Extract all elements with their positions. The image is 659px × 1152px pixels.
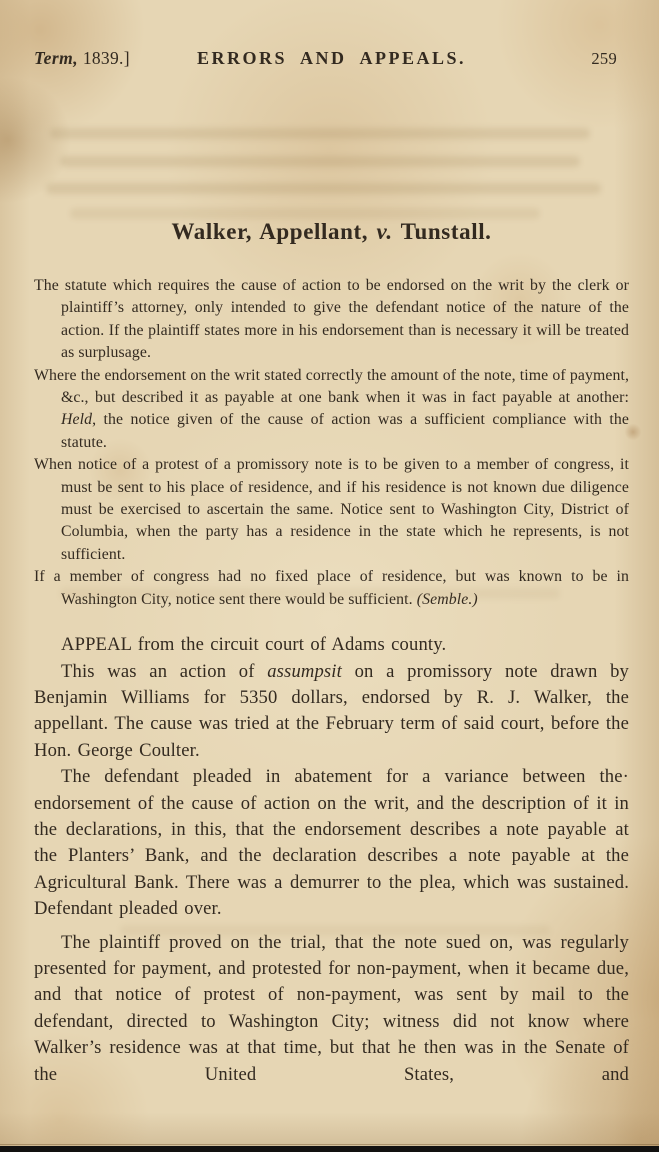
headnotes — [34, 275, 629, 611]
headnote-4 — [34, 566, 629, 611]
body-text: The plaintiff proved on the trial, that the note sued on, was regularly presented for payment, and protested for non-payment, when it became due, and that notice of protest of non-payment, was sent by mail to the defendant, directed to Washington City; witness did not know where Walker’s residence was at that time, but that he then was in the Senate of the United States, and — [34, 931, 629, 1085]
body-text: APPEAL from the circuit court of Adams county. — [61, 634, 447, 656]
opinion-body — [34, 632, 629, 1088]
headnote-text: The statute which requires the cause of action to be endorsed on the writ by the clerk or plaintiff’s attorney, only intended to give the defendant notice of the nature of the action. If the plaintiff states more in his endorsement than is necessary it will be treated as surplusage. — [34, 277, 629, 362]
headnote-2 — [34, 365, 629, 455]
bleedthrough-line — [50, 128, 590, 139]
bleedthrough-line — [70, 208, 540, 219]
page-number: 259 — [591, 49, 617, 68]
case-title — [34, 219, 629, 245]
headnote-3 — [34, 454, 629, 566]
headnote-text: When notice of a protest of a promissory note is to be given to a member of congress, it must be sent to his place of residence, and if his residence is not known due diligence must be exercised to ascertain the same. Notice sent to Washington City, District of Columbia, when the party has a residence in the state which he represents, is not sufficient. — [34, 456, 629, 563]
body-text: This was an action of — [61, 660, 268, 682]
body-paragraph-appeal — [34, 632, 629, 658]
body-italic: assumpsit — [267, 660, 342, 682]
body-text: The defendant pleaded in abatement for a variance between the· endorsement of the cause of action on the writ, and the description of it in the declarations, in this, that the endorsement describes a note payable at the Planters’ Bank, and the declaration describes a note payable at the Agricultural Bank. There was a demurrer to the plea, which was sustained. Defendant pleaded over. — [34, 766, 629, 920]
term-word: Term, — [34, 48, 79, 68]
body-text: on a promissory note drawn by Benjamin Williams for 5350 dollars, endorsed by R. J. Walker, the appellant. The cause was tried at the February term of said court, before the Hon. George Coulter. — [34, 660, 629, 761]
case-title-parties: Walker, Appellant, — [171, 219, 377, 244]
body-paragraph-plea — [34, 764, 629, 922]
running-head-title: ERRORS AND APPEALS. — [196, 48, 467, 68]
headnote-1 — [34, 275, 629, 365]
body-paragraph-action — [34, 659, 629, 765]
running-head — [34, 48, 629, 69]
term-year: 1839.] — [78, 48, 130, 68]
headnote-text: Where the endorsement on the writ stated correctly the amount of the note, time of payment, &c., but described it as payable at one bank when it was in fact payable at another: — [34, 366, 629, 407]
term-date — [34, 48, 184, 69]
body-paragraph-proof — [34, 930, 629, 1088]
scan-edge — [0, 1146, 659, 1152]
headnote-text: If a member of congress had no fixed place of residence, but was known to be in Washington City, notice sent there would be sufficient. — [34, 568, 629, 608]
headnote-italic: Held — [61, 411, 93, 429]
bleedthrough-line — [60, 156, 580, 167]
bleedthrough-line — [46, 183, 601, 194]
headnote-italic: (Semble.) — [416, 590, 478, 608]
scan-edge-line — [0, 1144, 659, 1145]
case-title-versus: v. — [376, 219, 393, 244]
case-title-defendant: Tunstall. — [392, 219, 492, 244]
headnote-text: , the notice given of the cause of action was a sufficient compliance with the statute. — [61, 411, 629, 451]
